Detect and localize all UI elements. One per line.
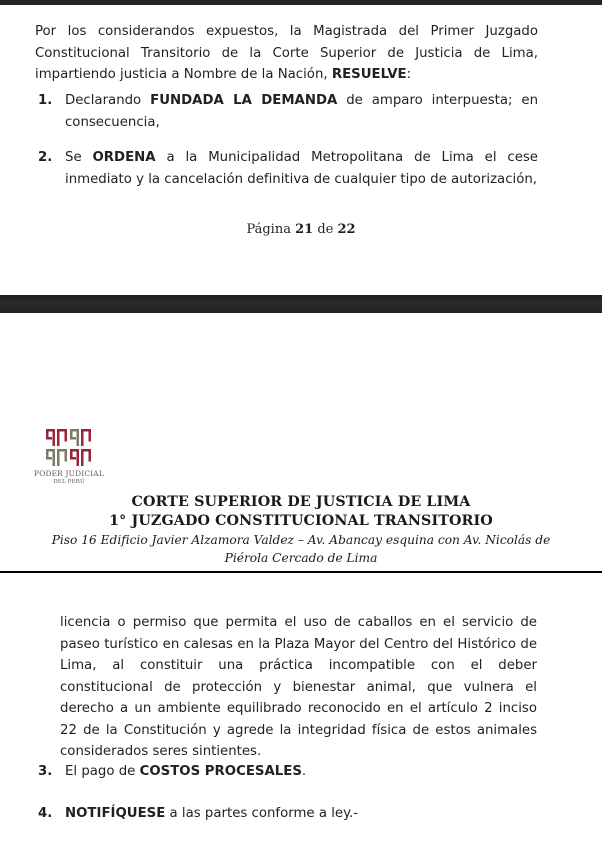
list-item-pre: Se: [65, 150, 93, 165]
address-line-2: Piérola Cercado de Lima: [224, 550, 378, 565]
page-current: 21: [295, 222, 314, 237]
list-item-pre: El pago de: [65, 764, 140, 779]
list-item: [38, 761, 538, 783]
letterhead-divider: [0, 571, 602, 573]
list-item-post: de amparo interpuesta; en consecuencia,: [65, 93, 539, 130]
scan-band-separator: [0, 295, 602, 313]
court-title-line-2: 1° JUZGADO CONSTITUCIONAL TRANSITORIO: [109, 513, 493, 529]
list-item-number: 3.: [38, 764, 53, 779]
page-label-pre: Página: [246, 222, 296, 237]
resolution-items-page-22: [38, 761, 538, 824]
list-item: [38, 803, 538, 825]
list-item-post: .: [301, 764, 307, 779]
poder-judicial-logo: [9, 429, 129, 487]
page-label-mid: de: [313, 222, 338, 237]
page-22-fragment: [0, 313, 602, 852]
list-item-emphasis: FUNDADA LA DEMANDA: [150, 93, 338, 108]
list-item-number: 2.: [38, 150, 53, 165]
court-heading: [0, 493, 602, 567]
intro-lead: Por los considerandos expuestos, la Magistrada del Primer Juzgado Constitucional Transitorio de la Corte Superior de Justicia de Lima, impartiendo justicia a Nombre de la Nación,: [35, 24, 538, 83]
ruling-continuation-paragraph: licencia o permiso que permita el uso de caballos en el servicio de paseo turístico en calesas en la Plaza Mayor del Centro del Histórico de Lima, al constituir una práctica incompatible con el deber constitucional de protección y bienestar animal, que vulnera el derecho a un ambiente equilibrado reconocido en el artículo 2 inciso 22 de la Constitución y agrede la integridad física de estos animales considerados seres sintientes.: [60, 615, 537, 760]
resolution-items-page-21: [38, 90, 538, 190]
page-21-fragment: [0, 5, 602, 295]
intro-tail: :: [406, 67, 412, 83]
list-item-post: a las partes conforme a ley.-: [165, 805, 359, 821]
court-address: [0, 532, 602, 567]
resuelve-keyword: RESUELVE: [331, 67, 407, 83]
logo-mark: [46, 429, 92, 466]
logo-glyph-br: [70, 449, 91, 466]
list-item: [38, 147, 538, 190]
logo-glyph-tl: [46, 429, 67, 446]
list-item-post: a la Municipalidad Metropolitana de Lima el cese inmediato y la cancelación definitiva de cualquier tipo de autorización,: [65, 150, 538, 187]
letterhead: [0, 313, 602, 573]
page-total: 22: [337, 222, 356, 237]
list-item-number: 4.: [38, 805, 53, 821]
list-item: [38, 90, 538, 133]
address-line-1: Piso 16 Edificio Javier Alzamora Valdez – Av. Abancay esquina con Av. Nicolás de: [51, 533, 551, 547]
resolution-intro-paragraph: [35, 21, 538, 86]
page-number-footer: [0, 222, 602, 237]
list-item-pre: Declarando: [65, 93, 151, 108]
logo-glyph-bl: [46, 449, 67, 466]
logo-caption-sub: DEL PERÚ: [53, 479, 85, 485]
list-item-emphasis: COSTOS PROCESALES: [139, 764, 302, 779]
list-item-number: 1.: [38, 93, 53, 108]
logo-caption-main: PODER JUDICIAL: [34, 469, 104, 478]
logo-caption: [9, 469, 129, 487]
court-title-line-1: CORTE SUPERIOR DE JUSTICIA DE LIMA: [131, 494, 471, 510]
list-item-emphasis: NOTIFÍQUESE: [65, 805, 166, 821]
list-item-emphasis: ORDENA: [92, 150, 156, 165]
logo-glyph-tr: [70, 429, 91, 446]
